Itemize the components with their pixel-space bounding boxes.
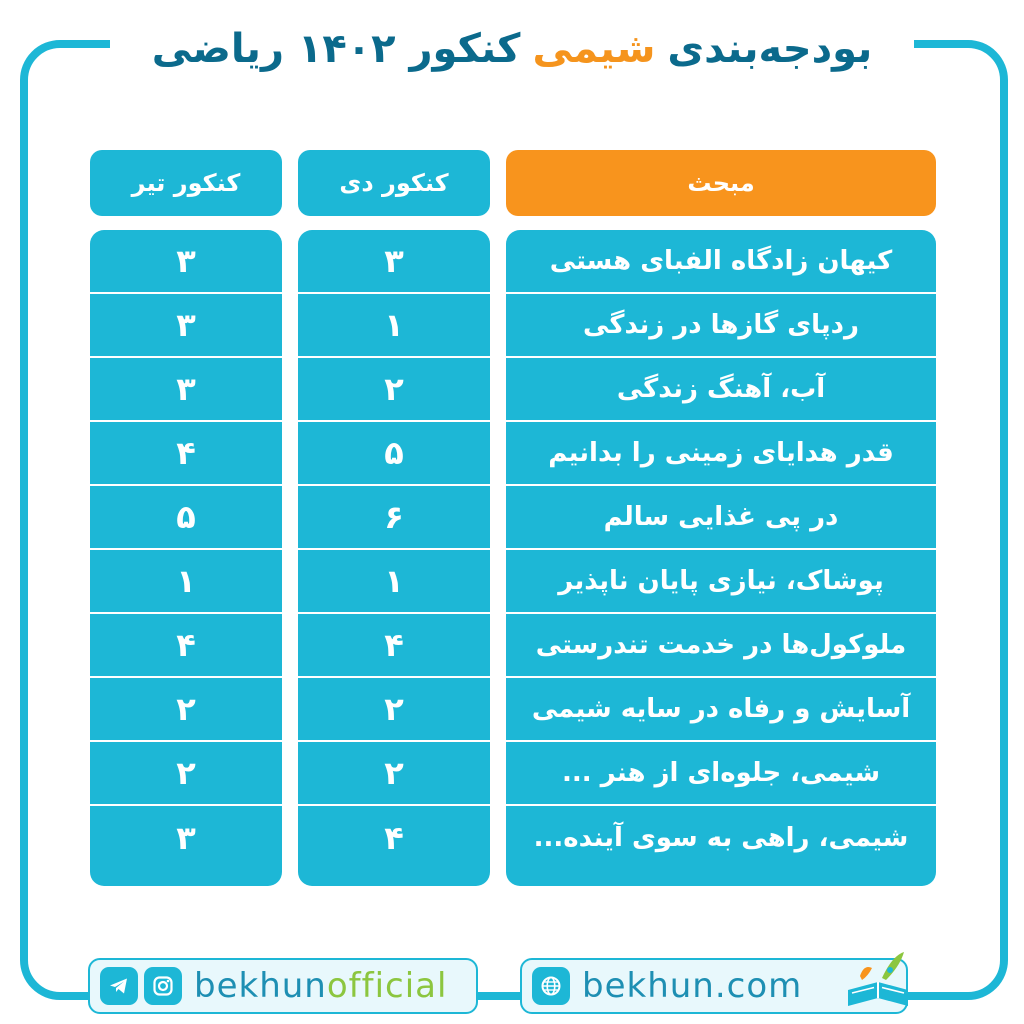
table-cell-tir: ۲: [90, 742, 282, 806]
social-suffix: official: [326, 966, 448, 1006]
table-cell-dey: ۴: [384, 819, 404, 857]
table-row-topic: پوشاک، نیازی پایان ناپذیر: [506, 550, 936, 614]
table-row-topic: در پی غذایی سالم: [506, 486, 936, 550]
header-topic: مبحث: [506, 150, 936, 216]
table-cell-dey: ۲: [298, 742, 490, 806]
table-cell-tir: ۴: [90, 422, 282, 486]
dey-column: [298, 230, 490, 886]
instagram-icon[interactable]: [144, 967, 182, 1005]
table-row-topic: کیهان زادگاه الفبای هستی: [506, 230, 936, 294]
table-cell-dey: ۶: [298, 486, 490, 550]
table-row-topic: قدر هدایای زمینی را بدانیم: [506, 422, 936, 486]
header-dey: کنکور دی: [298, 150, 490, 216]
title-part1: بودجه‌بندی: [667, 26, 873, 72]
table-cell-tir: ۳: [90, 230, 282, 294]
tir-column: [90, 230, 282, 886]
footer: [88, 952, 908, 1014]
table-cell-tir: ۳: [90, 358, 282, 422]
table-cell-tir: ۲: [90, 678, 282, 742]
table-cell-dey: ۳: [298, 230, 490, 294]
table-row-topic: ردپای گازها در زندگی: [506, 294, 936, 358]
table-cell-tir: ۱: [90, 550, 282, 614]
table-cell-dey: ۱: [298, 294, 490, 358]
social-pill[interactable]: [88, 958, 478, 1014]
table-cell-dey: ۵: [298, 422, 490, 486]
social-prefix: bekhun: [194, 966, 327, 1006]
social-handle[interactable]: [194, 966, 447, 1006]
topic-column: [506, 230, 936, 886]
table-cell-tir: ۴: [90, 614, 282, 678]
website-link[interactable]: bekhun.com: [582, 966, 803, 1006]
table-cell-tir: ۳: [90, 294, 282, 358]
table-cell-dey: ۴: [298, 614, 490, 678]
telegram-icon[interactable]: [100, 967, 138, 1005]
table-cell-dey: ۲: [298, 358, 490, 422]
table-row-topic: شیمی، جلوه‌ای از هنر ...: [506, 742, 936, 806]
table-cell-dey: ۲: [298, 678, 490, 742]
table-row-topic: شیمی، راهی به سوی آینده...: [533, 823, 909, 853]
globe-icon: [532, 967, 570, 1005]
title-highlight: شیمی: [532, 26, 656, 72]
title-part2: کنکور ۱۴۰۲ ریاضی: [151, 26, 521, 72]
table-cell-dey: ۱: [298, 550, 490, 614]
table-row-topic: آب، آهنگ زندگی: [506, 358, 936, 422]
header-tir: کنکور تیر: [90, 150, 282, 216]
table-row-topic: آسایش و رفاه در سایه شیمی: [506, 678, 936, 742]
table-cell-tir: ۵: [90, 486, 282, 550]
table-row-topic: ملوکول‌ها در خدمت تندرستی: [506, 614, 936, 678]
page-title: [110, 18, 914, 80]
bekhun-logo-icon: [842, 946, 914, 1012]
table-cell-tir: ۳: [176, 819, 196, 857]
